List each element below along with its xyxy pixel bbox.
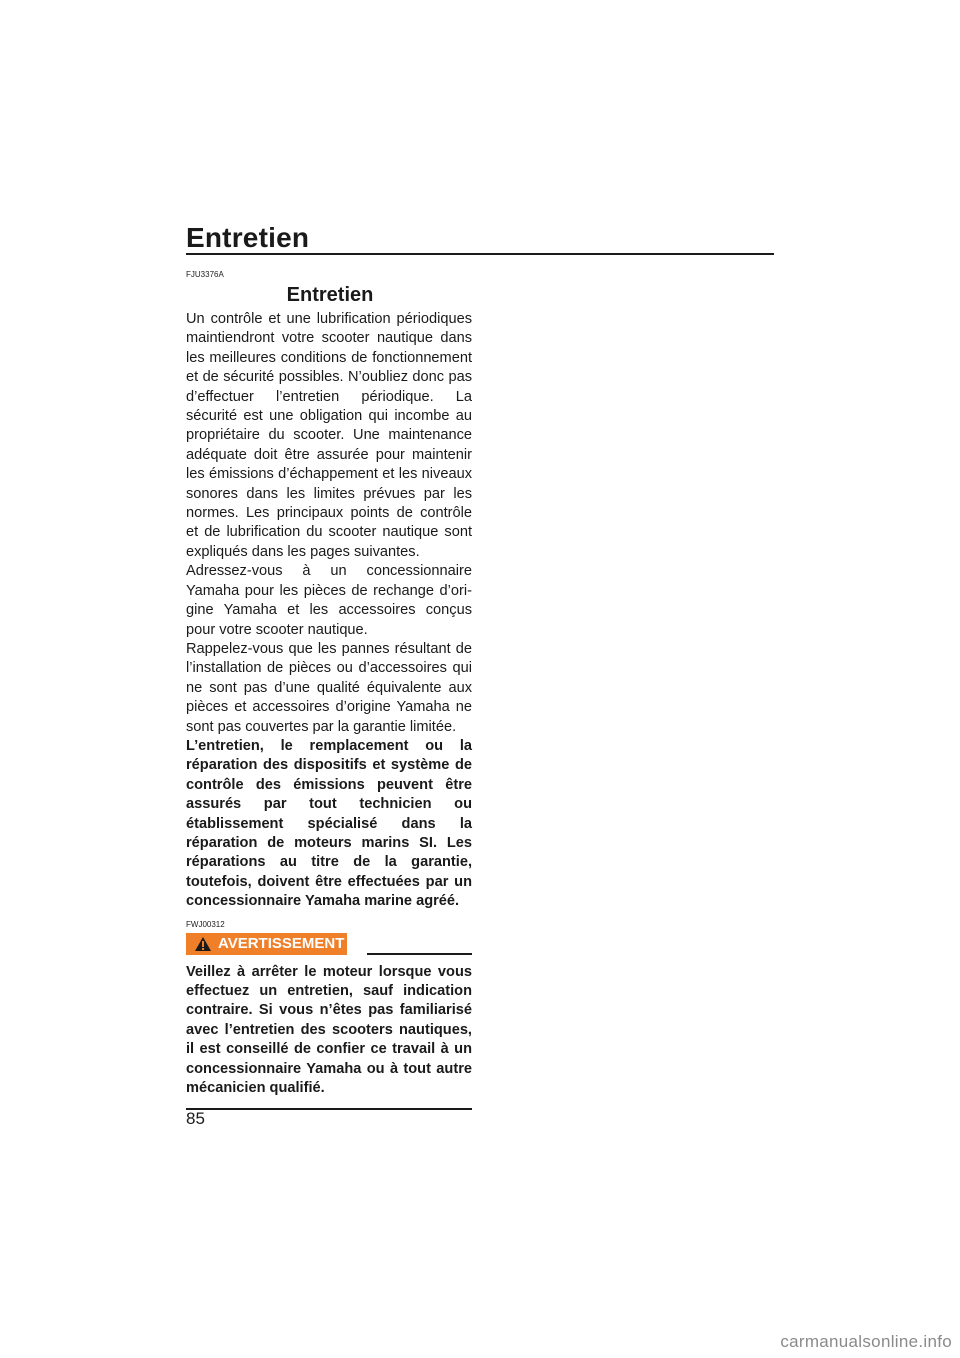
main-column (186, 270, 472, 1110)
warning-code: FWJ00312 (186, 919, 225, 929)
footer-watermark: carmanualsonline.info (780, 1332, 952, 1351)
warning-bottom-rule (186, 1108, 472, 1110)
paragraph-dealer: Adressez-vous à un concessionnaire Yamaha pour les pièces de rechange d’origine Yamaha et les accessoires conçus pour votre scooter nautique. (186, 563, 472, 638)
page-header-title: Entretien (186, 222, 310, 253)
warning-header-rule (367, 953, 472, 955)
section-title: Entretien (286, 284, 374, 306)
warning-triangle-icon (194, 936, 212, 952)
warning-header (186, 933, 472, 955)
warning-badge (186, 933, 347, 955)
paragraph-emissions: L’entretien, le remplacement ou la réparation des dispositifs et système de contrôle des émissions peuvent être assurés par tout technicien ou établissement spécialisé dans la réparation de moteurs marins SI. Les réparations au titre de la garantie, toutefois, doivent être effectuées par un concessionnaire Yamaha marine agréé. (186, 737, 472, 910)
section-code: FJU3376A (186, 270, 224, 279)
paragraph-warranty: Rappelez-vous que les pannes résultant de l’installation de pièces ou d’accessoires qui ne sont pas d’une qualité équivalente aux pièces et accessoires d’origine Yamaha ne sont pas couvertes par la garantie limitée. (186, 640, 472, 735)
page-number: 85 (186, 1109, 205, 1128)
warning-label: AVERTISSEMENT (218, 934, 345, 952)
paragraph-intro: Un contrôle et une lubrification périodiques maintiendront votre scooter nautique dans les meilleures conditions de fonctionnement et de sécurité possibles. N’oubliez donc pas d’effectuer l’entretien périodique. La sécurité est une obligation qui incombe au propriétaire du scooter. Une maintenance adéquate doit être assurée pour maintenir les émissions d’échappement et les niveaux sonores dans les limites prévues par les normes. Les principaux points de contrôle et de lubrification du scooter nautique sont expliqués dans les pages suivantes. (186, 311, 472, 560)
header-rule (186, 253, 774, 255)
warning-text: Veillez à arrêter le moteur lorsque vous effectuez un entretien, sauf indication contraire. Si vous n’êtes pas familiarisé avec l’entretien des scooters nautiques, il est conseillé de confier ce travail à un concessionnaire Yamaha ou à tout autre mécanicien qualifié. (186, 963, 472, 1097)
